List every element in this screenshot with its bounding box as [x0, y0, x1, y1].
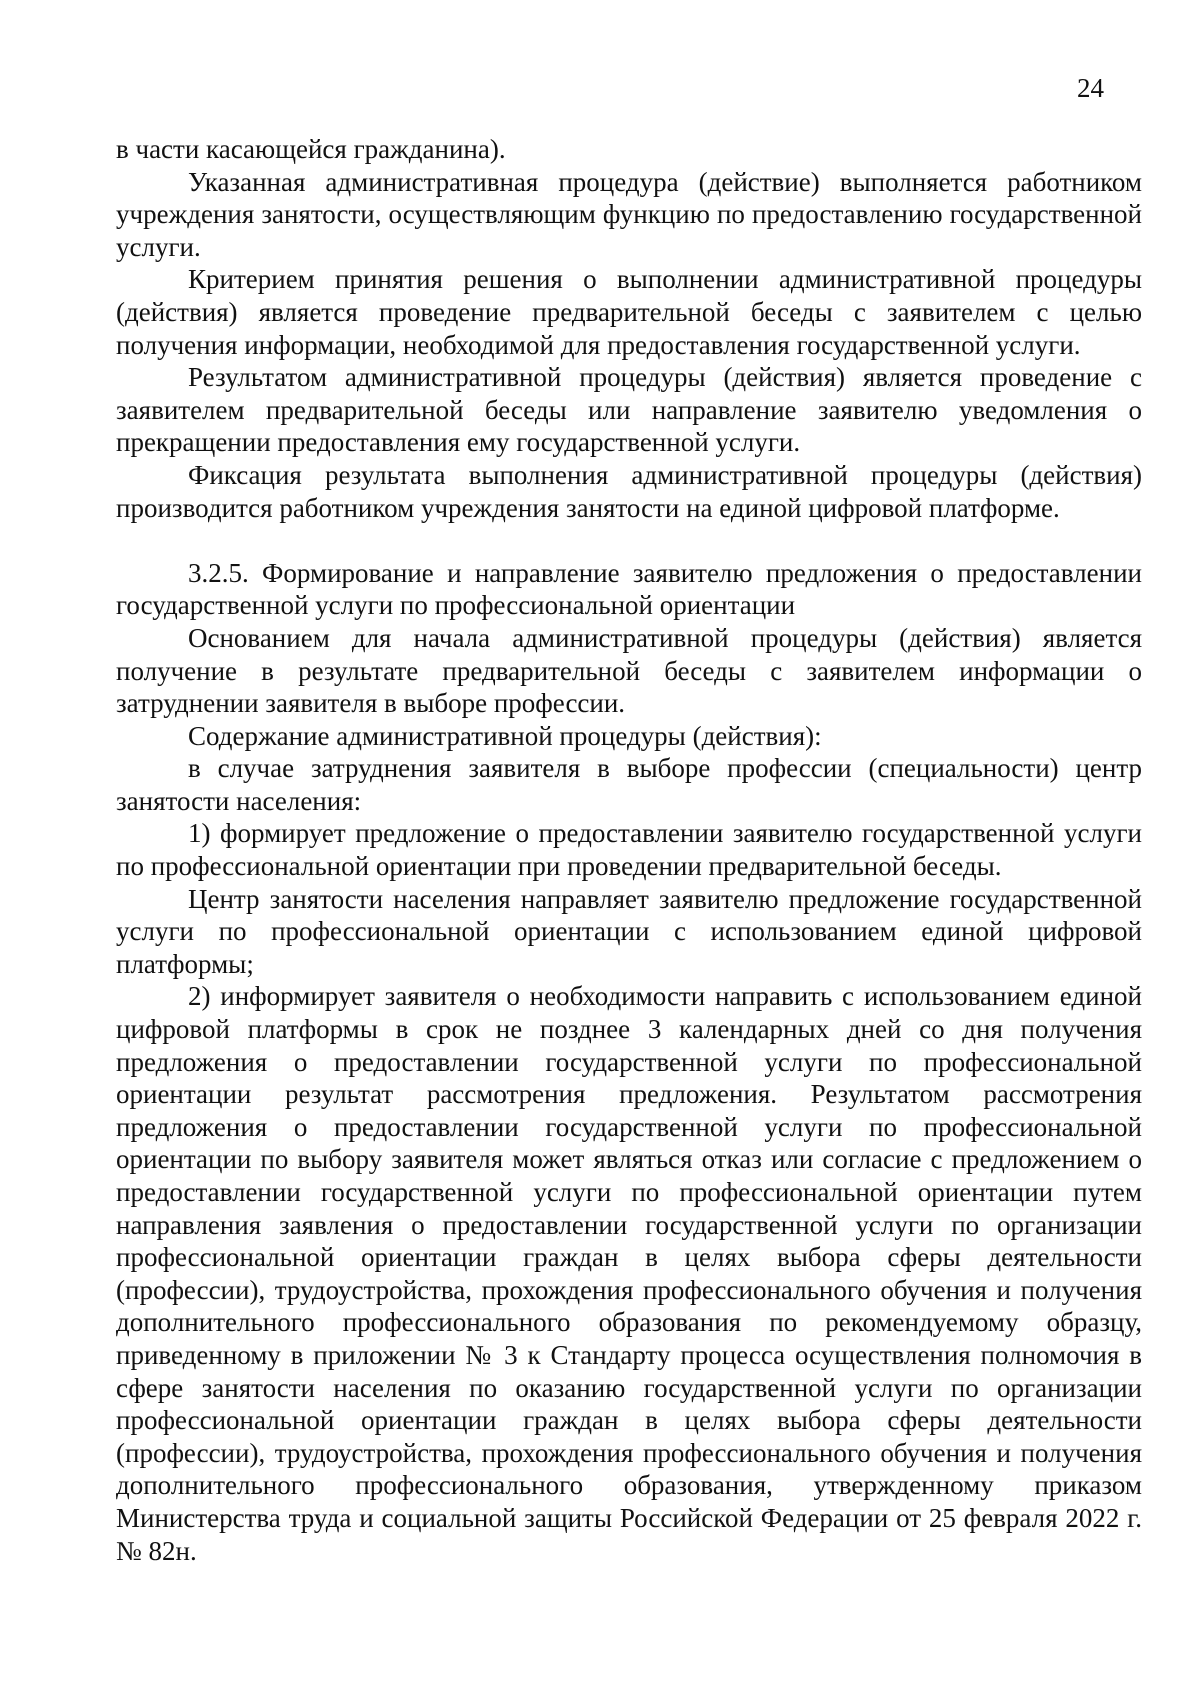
list-item-1: 1) формирует предложение о предоставлении заявителю государственной услуги по профессиональной ориентации при проведении предварительной беседы. — [116, 818, 1142, 882]
paragraph-center-sends-offer: Центр занятости населения направляет заявителю предложение государственной услуги по профессиональной ориентации с использованием единой цифровой платформы; — [116, 883, 1142, 979]
paragraph-difficulty-case: в случае затруднения заявителя в выборе профессии (специальности) центр занятости населения: — [116, 753, 1142, 816]
list-item-2: 2) информирует заявителя о необходимости направить с использованием единой цифровой платформы в срок не позднее 3 календарных дней со дня получения предложения о предоставлении государственной услуги по профессиональной ориентации результат рассмотрения предложения. Результатом рассмотрения предложения о предоставлении государственной услуги по профессиональной ориентации по выбору заявителя может являться отказ или согласие с предложением о предоставлении государственной услуги по профессиональной ориентации путем направления заявления о предоставлении государственной услуги по организации профессиональной ориентации граждан в целях выбора сферы деятельности (профессии), трудоустройства, прохождения профессионального обучения и получения дополнительного профессионального образования по рекомендуемому образцу, приведенному в приложении № 3 к Стандарту процесса осуществления полномочия в сфере занятости населения по оказанию государственной услуги по организации профессиональной ориентации граждан в целях выбора сферы деятельности (профессии), трудоустройства, прохождения профессионального обучения и получения дополнительного профессионального образования, утвержденному приказом Министерства труда и социальной защиты Российской Федерации от 25 февраля 2022 г. № 82н. — [116, 981, 1142, 1566]
paragraph-procedure-content: Содержание административной процедуры (действия): — [188, 720, 822, 751]
paragraph-result-fixation: Фиксация результата выполнения административной процедуры (действия) производится работником учреждения занятости на единой цифровой платформе. — [116, 459, 1142, 523]
section-heading-3-2-5: 3.2.5. Формирование и направление заявителю предложения о предоставлении государственной услуги по профессиональной ориентации — [116, 557, 1142, 621]
paragraph-procedure-basis: Основанием для начала административной процедуры (действия) является получение в результате предварительной беседы с заявителем информации о затруднении заявителя в выборе профессии. — [116, 622, 1142, 719]
paragraph-continuation: в части касающейся гражданина). — [116, 134, 506, 164]
page-number: 24 — [1077, 73, 1104, 103]
paragraph-procedure-executor: Указанная административная процедура (действие) выполняется работником учреждения занятости, осуществляющим функцию по предоставлению государственной услуги. — [116, 166, 1142, 262]
paragraph-decision-criterion: Критерием принятия решения о выполнении административной процедуры (действия) является проведение предварительной беседы с заявителем с целью получения информации, необходимой для предоставления государственной услуги. — [116, 264, 1142, 360]
document-body — [116, 133, 1142, 1567]
paragraph-procedure-result: Результатом административной процедуры (действия) является проведение с заявителем предварительной беседы или направление заявителю уведомления о прекращении предоставления ему государственной услуги. — [116, 362, 1142, 458]
